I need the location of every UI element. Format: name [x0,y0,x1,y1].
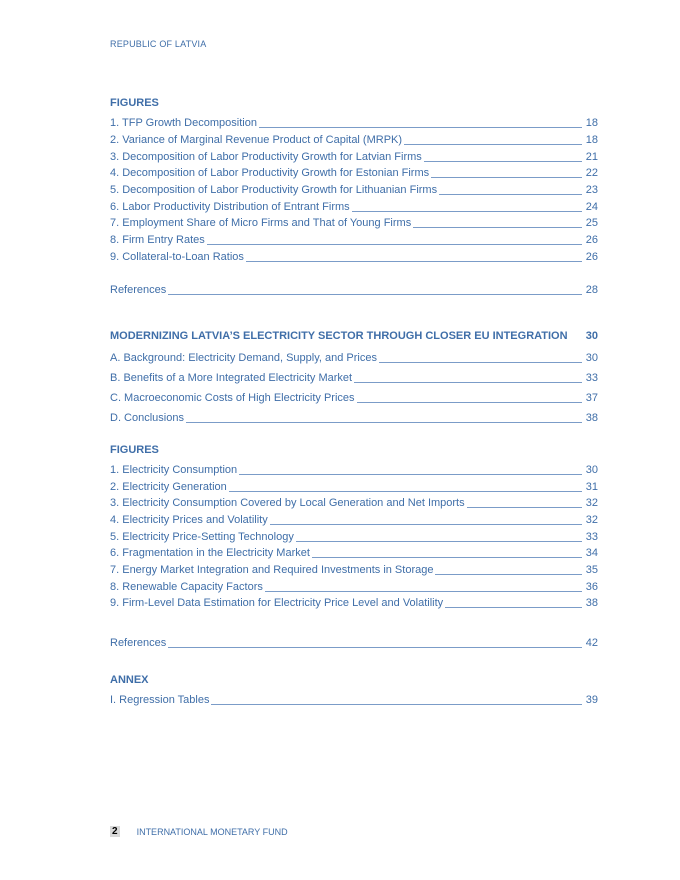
footer-org: INTERNATIONAL MONETARY FUND [136,826,288,837]
entry-page: 23 [585,184,598,196]
entry-page: 25 [585,217,598,229]
dot-leader [168,294,582,295]
dot-leader [207,244,582,245]
toc-entry[interactable] [110,131,598,147]
entry-label: References [110,284,167,296]
entry-page: 22 [585,167,598,179]
entry-label: B. Benefits of a More Integrated Electricity Market [110,372,353,384]
entry-page: 39 [585,694,598,706]
dot-leader [168,647,582,648]
entry-page: 38 [585,412,598,424]
page-footer [110,826,288,837]
toc-entry[interactable] [110,478,598,494]
dot-leader [467,507,582,508]
toc-entry[interactable] [110,214,598,230]
dot-leader [246,261,582,262]
dot-leader [431,177,582,178]
toc-entry-references-1[interactable] [110,281,598,297]
dot-leader [265,591,582,592]
entry-label: 2. Electricity Generation [110,481,227,493]
toc-entry[interactable] [110,511,598,527]
entry-label: 3. Decomposition of Labor Productivity Growth for Latvian Firms [110,151,422,163]
entry-label: 4. Decomposition of Labor Productivity Growth for Estonian Firms [110,167,430,179]
dot-leader [186,422,582,423]
entry-page: 18 [585,117,598,129]
entry-label: 9. Firm-Level Data Estimation for Electricity Price Level and Volatility [110,597,444,609]
entry-label: 8. Renewable Capacity Factors [110,581,263,593]
toc-entry[interactable] [110,528,598,544]
entry-label: 5. Decomposition of Labor Productivity Growth for Lithuanian Firms [110,184,438,196]
entry-page: 36 [585,581,598,593]
entry-label: D. Conclusions [110,412,184,424]
toc-entry[interactable] [110,389,598,405]
entry-page: 30 [585,352,598,364]
toc-entry[interactable] [110,691,598,707]
toc-entry[interactable] [110,198,598,214]
entry-label: 4. Electricity Prices and Volatility [110,514,268,526]
toc-entry[interactable] [110,369,598,385]
dot-leader [270,524,582,525]
dot-leader [357,402,582,403]
entry-label: 6. Fragmentation in the Electricity Market [110,547,310,559]
toc-entry[interactable] [110,578,598,594]
entry-page: 18 [585,134,598,146]
dot-leader [229,491,582,492]
dot-leader [413,227,582,228]
toc-entry[interactable] [110,114,598,130]
entry-page: 26 [585,234,598,246]
entry-label: C. Macroeconomic Costs of High Electricity Prices [110,392,355,404]
toc-entry-references-2[interactable] [110,634,598,650]
annex-heading: ANNEX [110,674,149,686]
entry-page: 33 [585,531,598,543]
dot-leader [259,127,582,128]
toc-entry[interactable] [110,594,598,610]
entry-label: 7. Energy Market Integration and Required Investments in Storage [110,564,434,576]
dot-leader [439,194,582,195]
dot-leader [435,574,582,575]
dot-leader [404,144,582,145]
dot-leader [354,382,582,383]
dot-leader [379,362,582,363]
entry-page: 24 [585,201,598,213]
chapter-heading[interactable] [110,330,598,342]
toc-entry[interactable] [110,544,598,560]
dot-leader [312,557,582,558]
entry-page: 37 [585,392,598,404]
toc-entry[interactable] [110,461,598,477]
toc-entry[interactable] [110,181,598,197]
entry-page: 30 [585,464,598,476]
dot-leader [211,704,582,705]
entry-page: 38 [585,597,598,609]
dot-leader [296,541,582,542]
entry-page: 33 [585,372,598,384]
entry-label: A. Background: Electricity Demand, Supply, and Prices [110,352,377,364]
entry-label: 7. Employment Share of Micro Firms and That of Young Firms [110,217,412,229]
entry-label: 2. Variance of Marginal Revenue Product of Capital (MRPK) [110,134,403,146]
figures-heading-1: FIGURES [110,97,159,109]
chapter-title: MODERNIZING LATVIA’S ELECTRICITY SECTOR THROUGH CLOSER EU INTEGRATION [110,330,568,342]
entry-page: 26 [585,251,598,263]
entry-page: 32 [585,497,598,509]
figures-heading-2: FIGURES [110,444,159,456]
entry-label: 9. Collateral-to-Loan Ratios [110,251,244,263]
entry-page: 34 [585,547,598,559]
entry-label: 1. Electricity Consumption [110,464,238,476]
entry-label: 6. Labor Productivity Distribution of Entrant Firms [110,201,350,213]
entry-page: 32 [585,514,598,526]
entry-page: 21 [585,151,598,163]
entry-page: 28 [585,284,598,296]
toc-entry[interactable] [110,409,598,425]
dot-leader [239,474,582,475]
entry-label: 8. Firm Entry Rates [110,234,205,246]
toc-entry[interactable] [110,494,598,510]
toc-entry[interactable] [110,248,598,264]
entry-page: 42 [585,637,598,649]
page-number: 2 [112,826,118,837]
entry-label: 1. TFP Growth Decomposition [110,117,257,129]
entry-label: 3. Electricity Consumption Covered by Local Generation and Net Imports [110,497,465,509]
running-header: REPUBLIC OF LATVIA [110,39,207,49]
dot-leader [445,607,582,608]
toc-entry[interactable] [110,148,598,164]
chapter-page: 30 [585,330,598,342]
entry-label: I. Regression Tables [110,694,210,706]
entry-page: 31 [585,481,598,493]
toc-entry[interactable] [110,164,598,180]
toc-entry[interactable] [110,561,598,577]
entry-label: References [110,637,167,649]
entry-page: 35 [585,564,598,576]
dot-leader [424,161,582,162]
entry-label: 5. Electricity Price-Setting Technology [110,531,294,543]
toc-entry[interactable] [110,349,598,365]
toc-entry[interactable] [110,231,598,247]
dot-leader [352,211,582,212]
